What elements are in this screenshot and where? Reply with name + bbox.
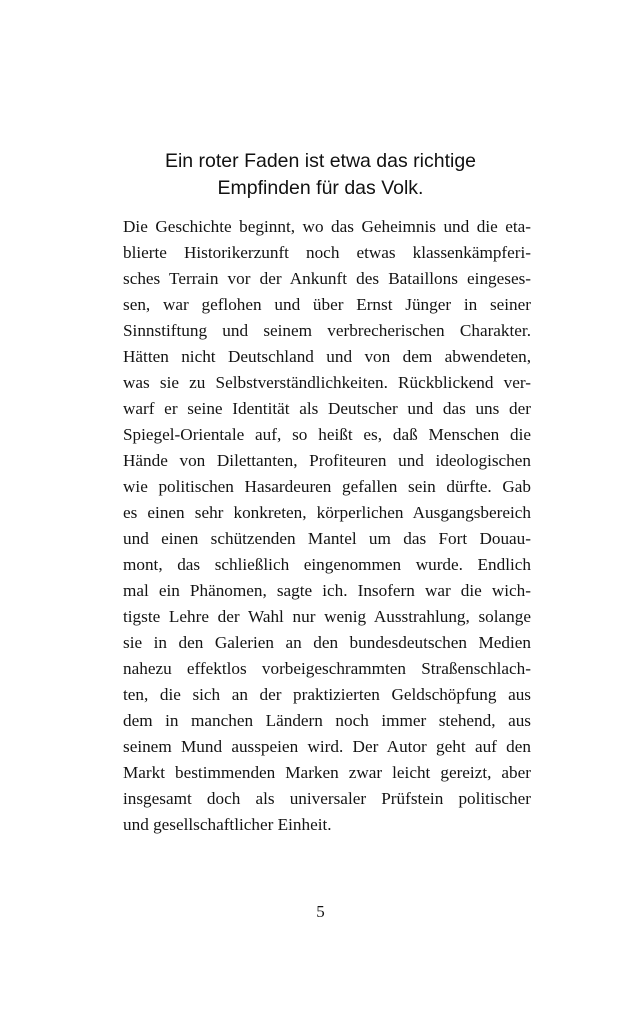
paragraph-line: nahezu effektlos vorbeigeschrammten Straßenschlach- xyxy=(123,659,531,678)
paragraph-line: mal ein Phänomen, sagte ich. Insofern war die wich- xyxy=(123,581,531,600)
paragraph-line: Hätten nicht Deutschland und von dem abwendeten, xyxy=(123,347,531,366)
paragraph-line: Spiegel-Orientale auf, so heißt es, daß Menschen die xyxy=(123,425,531,444)
paragraph-line: sches Terrain vor der Ankunft des Bataillons eingeses- xyxy=(123,269,531,288)
paragraph-line: dem in manchen Ländern noch immer stehend, aus xyxy=(123,711,531,730)
paragraph-line: was sie zu Selbstverständlichkeiten. Rückblickend ver- xyxy=(123,373,531,392)
paragraph-line: insgesamt doch als universaler Prüfstein politischer xyxy=(123,789,531,808)
paragraph-line: blierte Historikerzunft noch etwas klassenkämpferi- xyxy=(123,243,531,262)
paragraph-line: mont, das schließlich eingenommen wurde. Endlich xyxy=(123,555,531,574)
paragraph-line: Sinnstiftung und seinem verbrecherischen Charakter. xyxy=(123,321,531,340)
paragraph-line: und einen schützenden Mantel um das Fort Douau- xyxy=(123,529,531,548)
paragraph-line: sie in den Galerien an den bundesdeutschen Medien xyxy=(123,633,531,652)
paragraph-line: es einen sehr konkreten, körperlichen Ausgangsbereich xyxy=(123,503,531,522)
paragraph-line: Hände von Dilettanten, Profiteuren und ideologischen xyxy=(123,451,531,470)
heading-line-1: Ein roter Faden ist etwa das richtige xyxy=(164,150,477,172)
paragraph-line: warf er seine Identität als Deutscher und das uns der xyxy=(123,399,531,418)
paragraph-line: wie politischen Hasardeuren gefallen sein dürfte. Gab xyxy=(123,477,531,496)
paragraph-line: tigste Lehre der Wahl nur wenig Ausstrahlung, solange xyxy=(123,607,531,626)
chapter-heading xyxy=(0,148,641,202)
page-number: 5 xyxy=(316,902,325,921)
paragraph-line: ten, die sich an der praktizierten Geldschöpfung aus xyxy=(123,685,531,704)
paragraph-line: seinem Mund ausspeien wird. Der Autor geht auf den xyxy=(123,737,531,756)
paragraph-line: sen, war geflohen und über Ernst Jünger in seiner xyxy=(123,295,531,314)
paragraph-line: und gesellschaftlicher Einheit. xyxy=(123,815,332,834)
paragraph-line: Markt bestimmenden Marken zwar leicht gereizt, aber xyxy=(123,763,531,782)
paragraph-line: Die Geschichte beginnt, wo das Geheimnis und die eta- xyxy=(123,217,531,236)
heading-line-2: Empfinden für das Volk. xyxy=(217,177,424,199)
